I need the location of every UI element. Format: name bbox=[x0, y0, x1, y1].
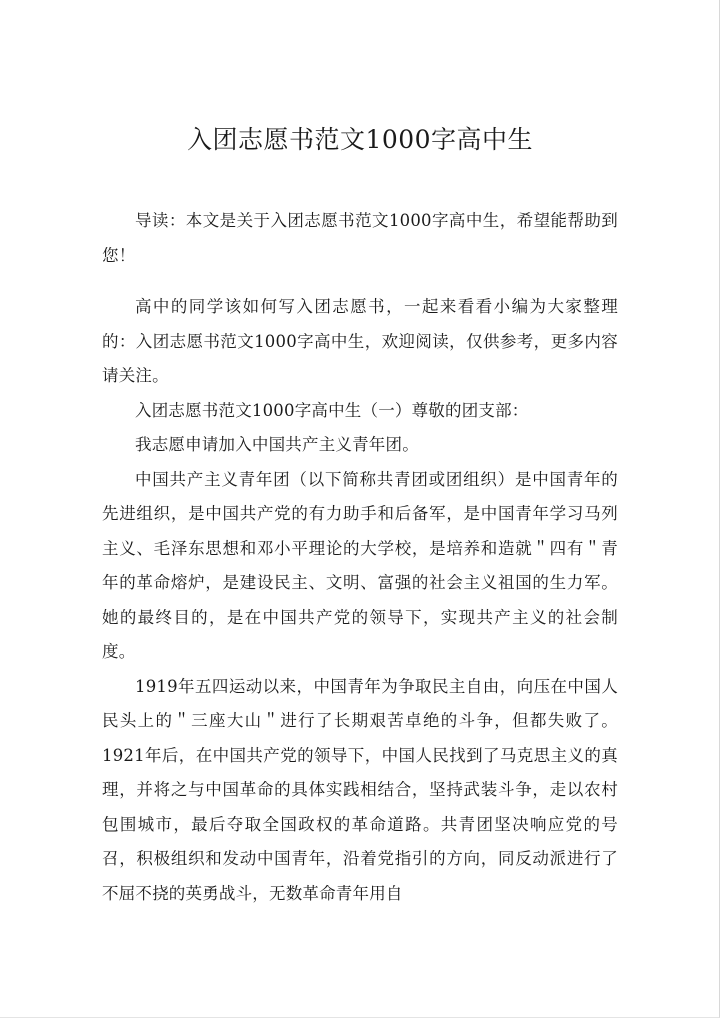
body-paragraph: 中国共产主义青年团（以下简称共青团或团组织）是中国青年的先进组织，是中国共产党的有力助手和后备军，是中国青年学习马列主义、毛泽东思想和邓小平理论的大学校，是培养和造就＂四有＂青年的革命熔炉，是建设民主、文明、富强的社会主义祖国的生力军。她的最终目的，是在中国共产党的领导下，实现共产主义的社会制度。 bbox=[102, 469, 618, 661]
body-paragraph: 1919年五四运动以来，中国青年为争取民主自由，向压在中国人民头上的＂三座大山＂进行了长期艰苦卓绝的斗争，但都失败了。1921年后，在中国共产党的领导下，中国人民找到了马克思主义的真理，并将之与中国革命的具体实践相结合，坚持武装斗争，走以农村包围城市，最后夺取全国政权的革命道路。共青团坚决响应党的号召，积极组织和发动中国青年，沿着党指引的方向，同反动派进行了不屈不挠的英勇战斗，无数革命青年用自 bbox=[102, 676, 618, 903]
document-title: 入团志愿书范文1000字高中生 bbox=[186, 125, 534, 154]
document-body bbox=[102, 204, 618, 911]
application-paragraph: 我志愿申请加入中国共产主义青年团。 bbox=[135, 435, 419, 454]
intro-paragraph: 导读：本文是关于入团志愿书范文1000字高中生，希望能帮助到您！ bbox=[102, 211, 618, 265]
lead-paragraph: 高中的同学该如何写入团志愿书，一起来看看小编为大家整理的：入团志愿书范文1000字高中生，欢迎阅读，仅供参考，更多内容请关注。 bbox=[102, 297, 618, 385]
salutation-paragraph: 入团志愿书范文1000字高中生（一）尊敬的团支部： bbox=[135, 400, 529, 420]
